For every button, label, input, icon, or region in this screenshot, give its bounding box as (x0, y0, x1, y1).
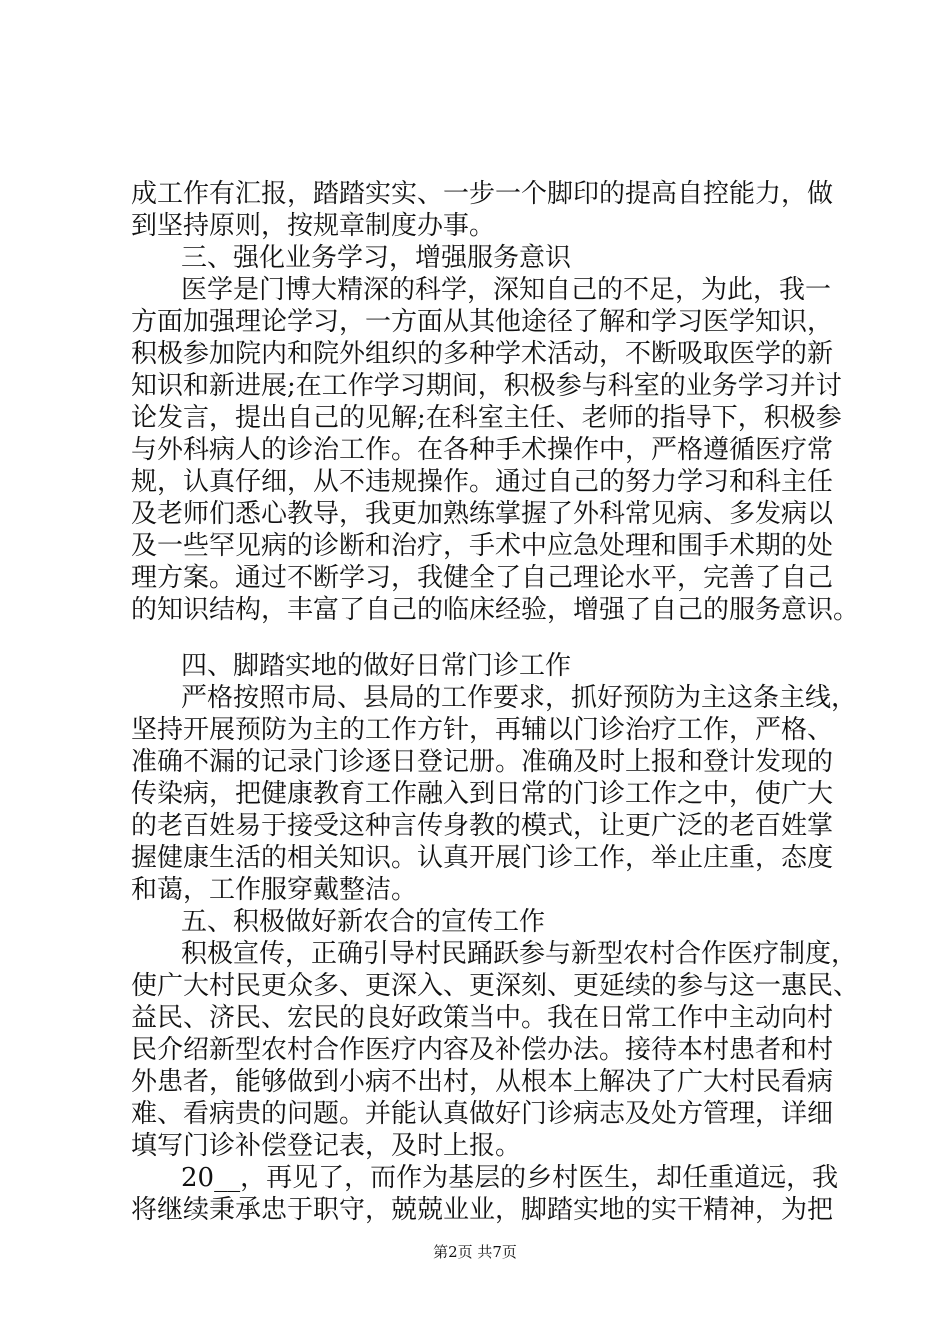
text-line: 和蔼，工作服穿戴整洁。 (131, 875, 418, 905)
text-line: 填写门诊补偿登记表，及时上报。 (131, 1131, 522, 1161)
text-line: 规，认真仔细，从不违规操作。通过自己的努力学习和科主任 (131, 467, 834, 497)
text-line: 积极宣传，正确引导村民踊跃参与新型农村合作医疗制度， (181, 939, 858, 969)
text-line: 益民、济民、宏民的良好政策当中。我在日常工作中主动向村 (131, 1003, 834, 1033)
text-line: 20__，再见了，而作为基层的乡村医生，却任重道远，我 (181, 1163, 839, 1193)
text-line: 难、看病贵的问题。并能认真做好门诊病志及处方管理，详细 (131, 1099, 834, 1129)
text-line: 医学是门博大精深的科学，深知自己的不足，为此，我一 (181, 275, 832, 305)
text-line: 的老百姓易于接受这种言传身教的模式，让更广泛的老百姓掌 (131, 811, 834, 841)
text-line: 知识和新进展;在工作学习期间，积极参与科室的业务学习并讨 (131, 371, 842, 401)
text-line: 传染病，把健康教育工作融入到日常的门诊工作之中，使广大 (131, 779, 834, 809)
text-line: 及老师们悉心教导，我更加熟练掌握了外科常见病、多发病以 (131, 499, 834, 529)
section-heading: 三、强化业务学习，增强服务意识 (181, 243, 572, 273)
text-line: 严格按照市局、县局的工作要求，抓好预防为主这条主线， (181, 683, 858, 713)
text-line: 外患者，能够做到小病不出村，从根本上解决了广大村民看病 (131, 1067, 834, 1097)
text-line: 论发言，提出自己的见解;在科室主任、老师的指导下，积极参 (131, 403, 842, 433)
text-line: 到坚持原则，按规章制度办事。 (131, 211, 496, 241)
text-line: 坚持开展预防为主的工作方针，再辅以门诊治疗工作，严格、 (131, 715, 834, 745)
text-line: 握健康生活的相关知识。认真开展门诊工作，举止庄重，态度 (131, 843, 834, 873)
text-line: 方面加强理论学习，一方面从其他途径了解和学习医学知识， (131, 307, 834, 337)
text-line: 民介绍新型农村合作医疗内容及补偿办法。接待本村患者和村 (131, 1035, 834, 1065)
text-line: 成工作有汇报，踏踏实实、一步一个脚印的提高自控能力，做 (131, 179, 834, 209)
section-heading: 四、脚踏实地的做好日常门诊工作 (181, 651, 572, 681)
page-footer: 第2页 共7页 (433, 1243, 517, 1261)
text-line: 及一些罕见病的诊断和治疗，手术中应急处理和围手术期的处 (131, 531, 834, 561)
section-heading: 五、积极做好新农合的宣传工作 (181, 907, 546, 937)
text-line: 积极参加院内和院外组织的多种学术活动，不断吸取医学的新 (131, 339, 834, 369)
text-line: 的知识结构，丰富了自己的临床经验，增强了自己的服务意识。 (131, 595, 860, 625)
text-line: 将继续秉承忠于职守，兢兢业业，脚踏实地的实干精神，为把 (131, 1195, 834, 1225)
text-line: 准确不漏的记录门诊逐日登记册。准确及时上报和登计发现的 (131, 747, 834, 777)
text-line: 与外科病人的诊治工作。在各种手术操作中，严格遵循医疗常 (131, 435, 834, 465)
text-line: 理方案。通过不断学习，我健全了自己理论水平，完善了自己 (131, 563, 834, 593)
text-line: 使广大村民更众多、更深入、更深刻、更延续的参与这一惠民、 (131, 971, 860, 1001)
